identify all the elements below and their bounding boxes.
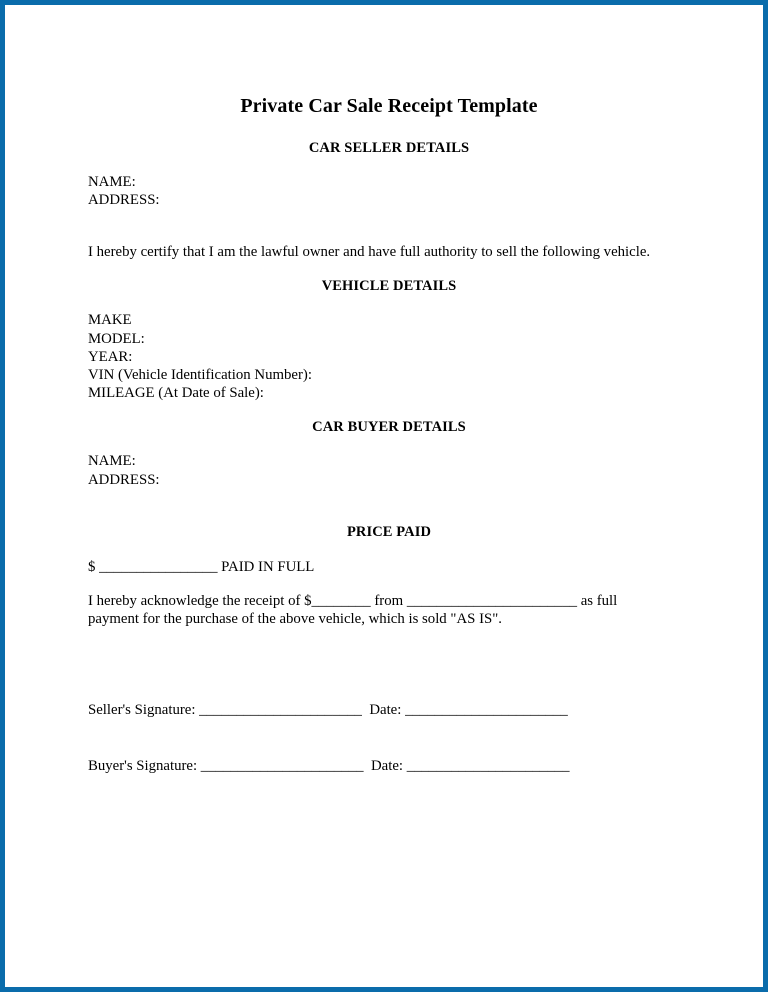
spacer — [88, 261, 690, 277]
spacer — [88, 576, 690, 592]
document-body — [88, 5, 690, 812]
seller-signature-line: Seller's Signature: ______________________ Date: ______________________ — [88, 702, 568, 719]
buyer-fields-list — [88, 452, 690, 488]
certification-statement: I hereby certify that I am the lawful owner and have full authority to sell the following vehicle. — [88, 244, 651, 261]
field-label-seller-address: ADDRESS: — [88, 192, 160, 209]
signature-block — [88, 665, 690, 812]
spacer — [88, 295, 690, 311]
field-label-year: YEAR: — [88, 348, 133, 365]
spacer — [88, 436, 690, 452]
section-heading-car-seller-details: CAR SELLER DETAILS — [308, 140, 470, 156]
section-heading-car-buyer-details: CAR BUYER DETAILS — [312, 419, 466, 436]
field-label-vin: VIN (Vehicle Identification Number): — [88, 367, 312, 384]
price-amount-line: $ ________________ PAID IN FULL — [88, 558, 315, 575]
field-label-buyer-name: NAME: — [88, 453, 136, 470]
acknowledgement-statement: I hereby acknowledge the receipt of $________ from _______________________ as full payment for the purchase of the above vehicle, which is sold "AS IS". — [88, 592, 618, 628]
spacer — [88, 209, 690, 243]
field-label-model: MODEL: — [88, 330, 145, 347]
spacer — [88, 629, 690, 665]
section-heading-vehicle-details: VEHICLE DETAILS — [321, 278, 457, 295]
document-sheet — [5, 5, 763, 987]
spacer — [88, 489, 690, 523]
spacer — [88, 118, 690, 139]
spacer — [88, 157, 690, 173]
field-label-mileage: MILEAGE (At Date of Sale): — [88, 385, 264, 402]
seller-fields-list — [88, 173, 690, 209]
field-label-buyer-address: ADDRESS: — [88, 471, 160, 488]
section-heading-price-paid: PRICE PAID — [346, 523, 432, 540]
field-label-seller-name: NAME: — [88, 174, 136, 190]
buyer-signature-line: Buyer's Signature: ______________________ Date: ______________________ — [88, 757, 570, 774]
spacer — [88, 541, 690, 558]
field-label-make: MAKE — [88, 312, 132, 329]
page-title: Private Car Sale Receipt Template — [240, 95, 538, 117]
spacer — [88, 402, 690, 418]
vehicle-fields-list — [88, 311, 690, 402]
